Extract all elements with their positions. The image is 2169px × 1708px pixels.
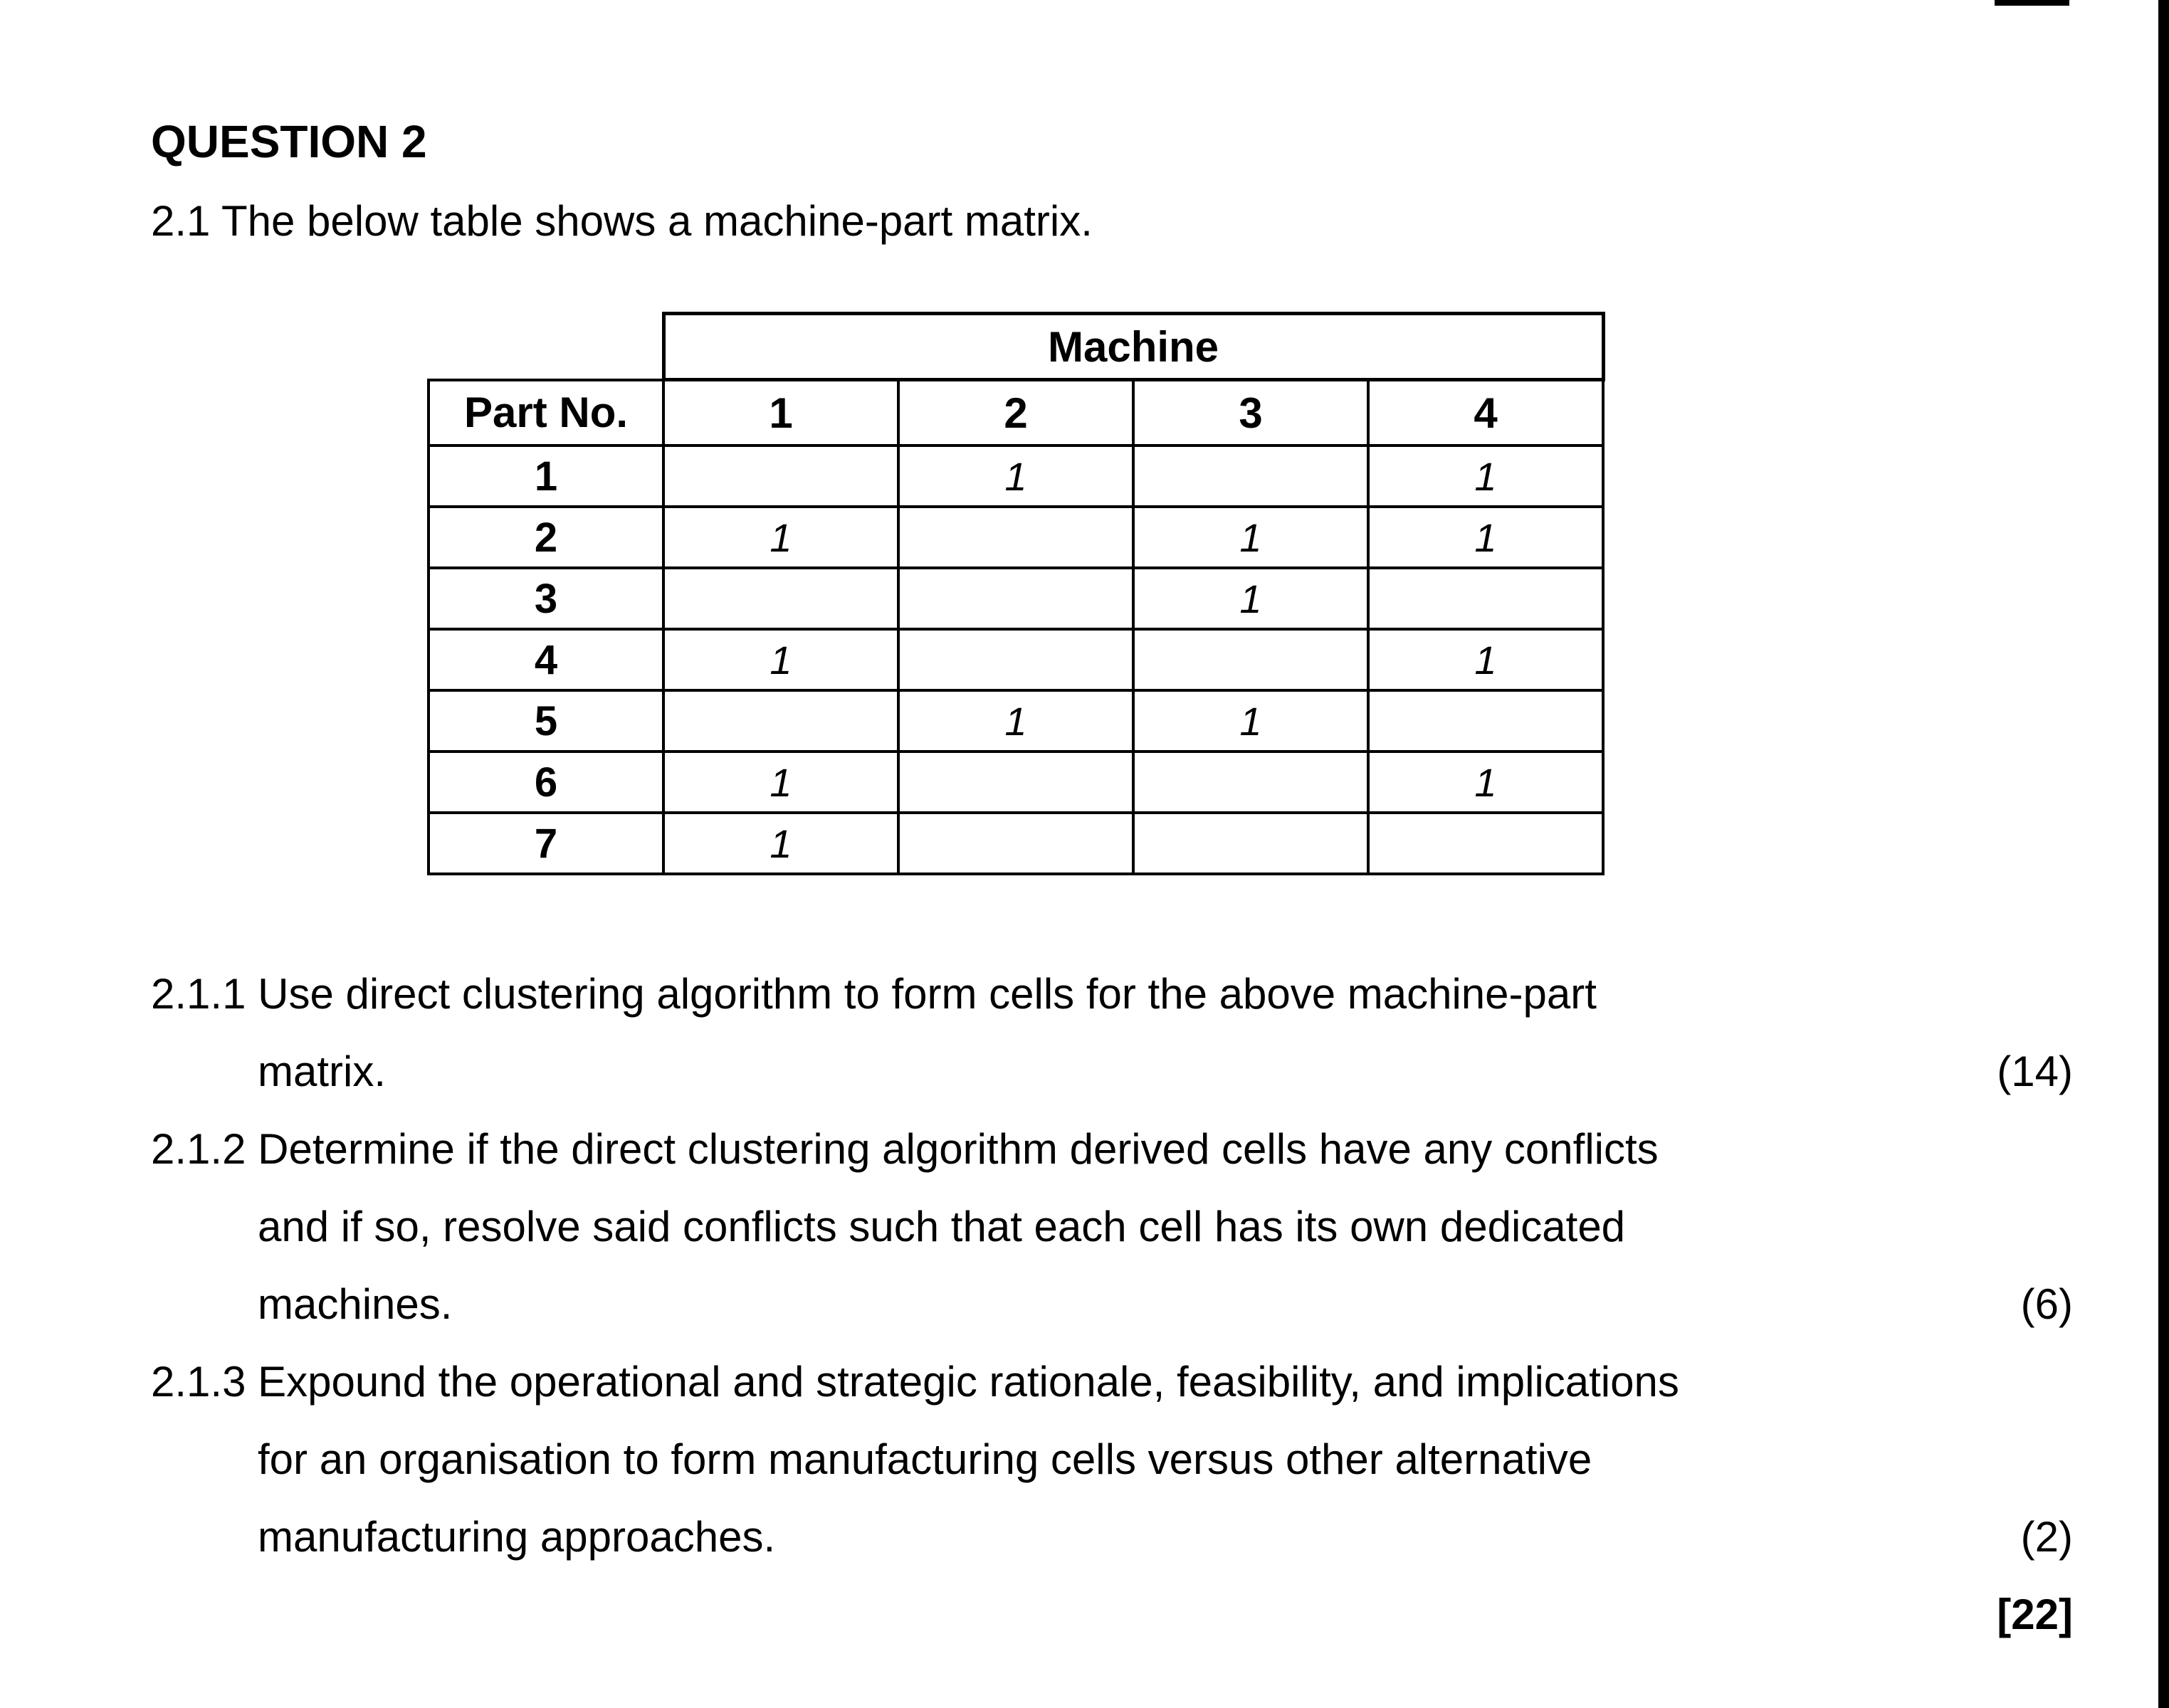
question-intro: 2.1 The below table shows a machine-part matrix. — [151, 197, 1093, 245]
matrix-cell — [1133, 446, 1368, 507]
machine-column-header: 2 — [898, 380, 1133, 446]
table-row — [429, 507, 1603, 568]
question-2-1-1-line-2: matrix. — [258, 1048, 386, 1095]
machine-group-header-row — [429, 314, 1603, 380]
question-2-1-3-line-2: for an organisation to form manufacturing cells versus other alternative — [258, 1435, 1592, 1483]
part-number-cell: 2 — [429, 507, 663, 568]
column-header-row — [429, 380, 1603, 446]
matrix-cell: 1 — [663, 752, 898, 813]
matrix-cell: 1 — [1133, 690, 1368, 752]
machine-column-header: 1 — [663, 380, 898, 446]
question-2-1-2-line-1: 2.1.2 Determine if the direct clustering algorithm derived cells have any conflicts — [151, 1125, 1659, 1173]
question-2-1-1-line-1: 2.1.1 Use direct clustering algorithm to form cells for the above machine-part — [151, 970, 1597, 1018]
matrix-cell — [1368, 813, 1603, 874]
matrix-cell — [1133, 629, 1368, 690]
matrix-cell — [1133, 752, 1368, 813]
matrix-cell — [663, 690, 898, 752]
question-2-1-2-line-2: and if so, resolve said conflicts such that each cell has its own dedicated — [258, 1203, 1626, 1250]
question-2-1-3-line-1: 2.1.3 Expound the operational and strategic rationale, feasibility, and implications — [151, 1358, 1679, 1406]
machine-column-header: 4 — [1368, 380, 1603, 446]
matrix-cell — [1368, 568, 1603, 629]
matrix-cell: 1 — [1133, 507, 1368, 568]
matrix-cell — [1368, 690, 1603, 752]
table-row — [429, 568, 1603, 629]
table-row — [429, 813, 1603, 874]
part-number-cell: 5 — [429, 690, 663, 752]
question-title: QUESTION 2 — [151, 116, 427, 167]
machine-group-header: Machine — [663, 314, 1603, 380]
question-2-1-2-line-3: machines. — [258, 1280, 453, 1328]
table-row — [429, 752, 1603, 813]
matrix-cell — [898, 629, 1133, 690]
page-right-border — [2158, 0, 2169, 1708]
question-2-1-1-marks: (14) — [1997, 1048, 2073, 1095]
matrix-cell: 1 — [1368, 446, 1603, 507]
matrix-cell — [898, 813, 1133, 874]
machine-column-header: 3 — [1133, 380, 1368, 446]
matrix-cell: 1 — [663, 507, 898, 568]
question-2-1-2-marks: (6) — [2020, 1280, 2073, 1328]
matrix-cell: 1 — [898, 690, 1133, 752]
matrix-cell — [663, 446, 898, 507]
part-number-cell: 7 — [429, 813, 663, 874]
matrix-cell — [898, 752, 1133, 813]
matrix-cell — [1133, 813, 1368, 874]
matrix-cell — [898, 568, 1133, 629]
matrix-cell: 1 — [1368, 629, 1603, 690]
matrix-cell: 1 — [898, 446, 1133, 507]
matrix-cell — [898, 507, 1133, 568]
matrix-cell: 1 — [663, 629, 898, 690]
table-row — [429, 446, 1603, 507]
matrix-cell: 1 — [1368, 507, 1603, 568]
part-no-header: Part No. — [429, 380, 663, 446]
question-2-1-3-line-3: manufacturing approaches. — [258, 1513, 776, 1561]
matrix-cell — [663, 568, 898, 629]
previous-total-bracket — [1995, 0, 2069, 6]
question-2-1-3-marks: (2) — [2020, 1513, 2073, 1561]
table-row — [429, 690, 1603, 752]
matrix-cell: 1 — [663, 813, 898, 874]
part-number-cell: 3 — [429, 568, 663, 629]
matrix-cell: 1 — [1368, 752, 1603, 813]
table-row — [429, 629, 1603, 690]
matrix-cell: 1 — [1133, 568, 1368, 629]
machine-part-matrix — [427, 312, 1605, 875]
blank-corner-cell — [429, 314, 663, 380]
part-number-cell: 4 — [429, 629, 663, 690]
part-number-cell: 1 — [429, 446, 663, 507]
total-marks: [22] — [1997, 1591, 2073, 1638]
part-number-cell: 6 — [429, 752, 663, 813]
